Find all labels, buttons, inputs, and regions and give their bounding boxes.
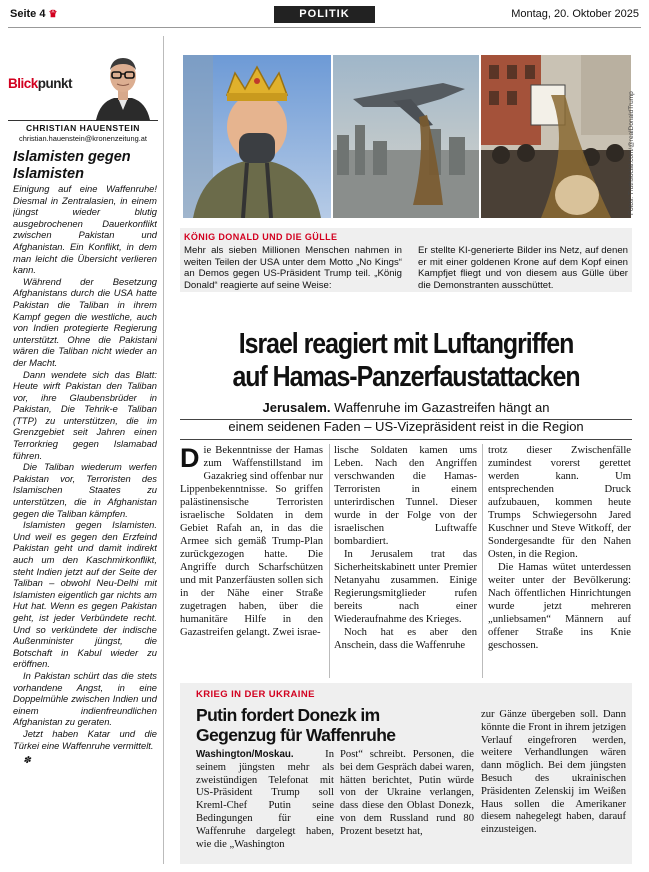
caption-left: Mehr als sieben Millionen Menschen nahmen in weiten Teilen der USA unter dem Motto „No Kings“ an Demos gegen US-Präsident Trump teil. „König Donald“ reagierte auf seine Weise: <box>184 245 402 291</box>
author-portrait <box>92 50 154 120</box>
drop-cap: D <box>180 443 200 473</box>
article-column-2: lische Soldaten kamen ums Leben. Nach den Angriffen verschwanden die Hamas-Terroristen in einem unterirdischen Tunnel. Dieser wurde in der Folge von der israelischen Luftwaffe bombardiert. In Jerusalem trat das Sicherheitskabinett unter Premier Netanyahu zusammen. Einige Regierungsmitglieder rufen bereits nach einer Wiederaufnahme des Krieges. Noch hat es aber den Anschein, dass die Waffenruhe <box>334 445 477 651</box>
page-header <box>0 0 649 28</box>
article-divider <box>482 444 483 678</box>
issue-date: Montag, 20. Oktober 2025 <box>511 8 639 20</box>
caption-kicker: KÖNIG DONALD UND DIE GÜLLE <box>184 232 338 242</box>
column-paragraph: Einigung auf eine Waffenruhe! Diesmal in Zentralasien, in einem jüngst wieder blutig ausgebrochenen Dauerkonflikt zwischen Pakistan und Afghanistan. Ein Konflikt, in dem man leicht die Übersicht verlieren kann. <box>13 183 157 276</box>
article-location: Jerusalem. <box>262 400 331 415</box>
article-headline: Israel reagiert mit Luftangriffen auf Hamas-Panzerfaustattacken <box>232 328 580 393</box>
photo-crowned-pilot <box>183 55 331 218</box>
column-body <box>13 183 157 872</box>
photo-credit: Fotos: Truthsocial.com/@realDonaldTrump <box>628 91 635 215</box>
column-brand: Blickpunkt <box>8 76 73 91</box>
commentary-column <box>8 32 158 864</box>
column-divider <box>163 36 164 864</box>
ukraine-column-2: Post“ schreibt. Personen, die bei dem Gespräch dabei waren, hätten berichtet, Putin würde von der Ukraine verlangen, dass diese den Oblast Donezk, von dem Russland rund 80 Prozent besetzt hat, <box>340 749 474 837</box>
ukraine-kicker: KRIEG IN DER UKRAINE <box>196 689 315 700</box>
article-column-3: trotz dieser Zwischenfälle zumindest vorerst gerettet werden kann. Um entsprechenden Druck aufzubauen, kommen heute Trumps Schwiegersohn Jared Kuschner und Steve Witkoff, der Sondergesandte für den Nahen Osten, in die Region. Die Hamas wütet unterdessen weiter unter der Bevölkerung: Nach öffentlichen Hinrichtungen wurde jetzt mehreren „unliebsamen“ Männern auf offener Straße ins Knie geschossen. <box>488 445 631 651</box>
section-label: POLITIK <box>274 6 375 23</box>
column-paragraph: Jetzt haben Katar und die Türkei eine Waffenruhe vermittelt. <box>13 727 157 751</box>
column-signature: ✽ <box>23 754 31 766</box>
subhead-rule <box>180 439 632 440</box>
author-name: CHRISTIAN HAUENSTEIN <box>26 123 140 133</box>
photo-strip <box>183 55 631 218</box>
article-subhead: Jerusalem. Waffenruhe im Gazastreifen hängt an einem seidenen Faden – US-Vizepräsident reist in die Region <box>228 400 584 434</box>
article-column-1: Die Bekenntnisse der Hamas zum Waffenstillstand im Gazakrieg sind offenbar nur Lippenbekenntnisse. So griffen palästinensische Terroristen israelische Soldaten in dem Gebiet Rafah an, in das die Armee sich gemäß Trump-Plan zurückgezogen hatte. Die Angriffe durch Scharfschützen und mit Panzerfäusten sollen sich in der Nähe einer Straße zugetragen haben, über die humanitäre Hilfe in den Gazastreifen gelangt. Zwei israe- <box>180 443 323 638</box>
photo-protest-crowd <box>481 55 631 218</box>
page-number: Seite 4 ♛ <box>10 8 58 20</box>
caption-right: Er stellte KI-generierte Bilder ins Netz, auf denen er mit einer goldenen Krone auf dem Kopf einen Kampfjet fliegt und von diesem aus Gülle über die Demonstranten ausschüttet. <box>418 245 628 291</box>
column-rule <box>8 120 158 121</box>
photo-jet-over-city <box>333 55 479 218</box>
column-headline: Islamisten gegen Islamisten <box>13 149 131 182</box>
ukraine-column-3: zur Gänze übergeben soll. Dann könnte die Front in ihrem jetzigen Verlauf eingefroren werden, weitere Verhandlungen wären dann möglich. Bei dem jüngsten Besuch des ukrainischen Präsidenten Zelenskij im Weißen Haus sollen die Amerikaner diesem nahegelegt haben, darauf einzusteigen. <box>481 709 626 836</box>
ukraine-box <box>180 683 632 864</box>
author-email: christian.hauenstein@kronenzeitung.at <box>19 134 147 143</box>
crown-icon: ♛ <box>48 9 58 20</box>
column-paragraph: Islamisten gegen Islamisten. Und weil es gegen den Erzfeind Pakistan geht und damit indirekt auch um den Kaschmirkonflikt, steht Indien jetzt auf der Seite der Taliban – obwohl Neu-Delhi mit Islamisten eigentlich gar nichts am Hut hat. Wenn es gegen Pakistan geht, ist jeder Verbündete recht. Und so verkündete der indische Außenminister jüngst, die Botschaft in Kabul wieder zu eröffnen. <box>13 519 157 670</box>
ukraine-headline: Putin fordert Donezk im Gegenzug für Waffenruhe <box>196 705 396 745</box>
ukraine-location: Washington/Moskau. <box>196 749 294 760</box>
column-paragraph: Dann wendete sich das Blatt: Heute wirft Pakistan den Taliban vor, ihre Glaubensbrüder in Pakistan, Die Tehrik-e Taliban (TTP) zu unterstützen, die im Grenzgebiet seit Jahren einen Terrorkrieg gegen Islamabad führen. <box>13 368 157 461</box>
subhead-rule <box>180 419 632 420</box>
article-divider <box>329 444 330 678</box>
photo-caption-box <box>180 228 632 292</box>
header-rule <box>8 27 641 28</box>
column-paragraph: Die Taliban wiederum werfen Pakistan vor, Terroristen des Islamischen Staates zu unterstützen, die in Afghanistan gegen die Taliban kämpfen. <box>13 461 157 519</box>
ukraine-column-1: Washington/Moskau. In seinem jüngsten mehr als zweistündigen Telefonat mit US-Präsident Trump soll Kreml-Chef Putin seine Bedingungen für eine Waffenruhe dargelegt haben, wie die „Washington <box>196 749 334 850</box>
column-paragraph: In Pakistan schürt das die stets vorhandene Angst, in eine Doppelmühle zwischen Indien und einem indienfreundlichen Afghanistan zu geraten. <box>13 669 157 728</box>
column-paragraph: Während der Besetzung Afghanistans durch die USA hatte Pakistan die Taliban in ihrem Kampf gegen die westliche, auch von Indien protegierte Regierung unterstützt. Ohne die Pakistani wären die Taliban nicht wieder an der Macht. <box>13 275 157 368</box>
